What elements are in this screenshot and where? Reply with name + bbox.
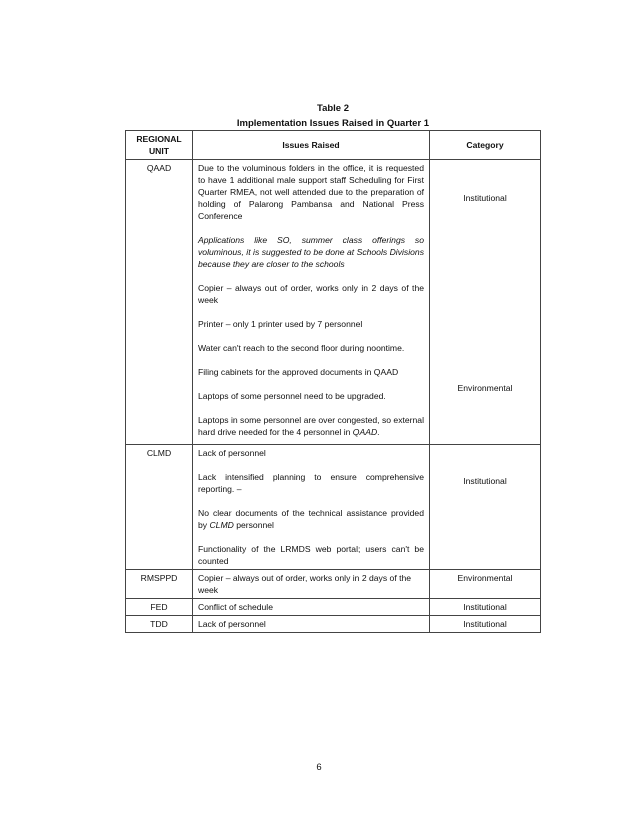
issue-item: Filing cabinets for the approved documents in QAAD: [198, 367, 399, 377]
issues-fed: Conflict of schedule: [193, 599, 430, 616]
unit-qaad: QAAD: [126, 160, 193, 445]
header-row: [126, 131, 541, 160]
table-row-fed: [126, 599, 541, 616]
category-qaad: [430, 160, 541, 445]
issue-text: Laptops in some personnel are over congested, so external hard drive needed for the 4 personnel in: [198, 415, 424, 437]
category-rmsppd: Environmental: [430, 570, 541, 599]
issue-text: No clear documents of the technical assistance provided by: [198, 508, 424, 530]
issue-item: Lack of personnel: [198, 448, 266, 458]
issues-rmsppd: Copier – always out of order, works only in 2 days of the week: [193, 570, 430, 599]
category-fed: Institutional: [430, 599, 541, 616]
category-label: Environmental: [457, 383, 513, 393]
issues-tdd: Lack of personnel: [193, 616, 430, 633]
table-row-qaad: [126, 160, 541, 445]
table-row-tdd: [126, 616, 541, 633]
issue-item: [198, 414, 424, 438]
issue-text-italic: CLMD: [209, 520, 234, 530]
table-title: Table 2: [316, 103, 350, 114]
issue-text: personnel: [236, 520, 274, 530]
category-label: Institutional: [463, 476, 507, 486]
unit-rmsppd: RMSPPD: [126, 570, 193, 599]
issue-item: Water can't reach to the second floor during noontime.: [198, 343, 405, 353]
issue-text-italic: QAAD: [352, 427, 378, 437]
issue-item: Laptops of some personnel need to be upgraded.: [198, 391, 386, 401]
header-issues: Issues Raised: [193, 131, 430, 160]
issues-table: [125, 130, 541, 633]
issue-item: Copier – always out of order, works only in 2 days of the week: [198, 283, 424, 305]
page-number: 6: [316, 762, 322, 773]
table-row-clmd: [126, 445, 541, 570]
issues-qaad: [193, 160, 430, 445]
header-unit: REGIONAL UNIT: [126, 131, 193, 160]
unit-fed: FED: [126, 599, 193, 616]
issue-item: Due to the voluminous folders in the office, it is requested to have 1 additional male support staff Scheduling for First Quarter RMEA, not well attended due to the preparation of holding of Palarong Pambansa and National Press Conference: [198, 163, 424, 221]
issues-clmd: [193, 445, 430, 570]
unit-clmd: CLMD: [126, 445, 193, 570]
header-category: Category: [430, 131, 541, 160]
issue-text-period: .: [377, 427, 380, 437]
table-subtitle: Implementation Issues Raised in Quarter 1: [236, 118, 430, 129]
category-label: Institutional: [463, 193, 507, 203]
issue-item: Applications like SO, summer class offerings so voluminous, it is suggested to be done at Schools Divisions because they are closer to the schools: [198, 235, 424, 269]
issue-item: [198, 507, 424, 531]
unit-tdd: TDD: [126, 616, 193, 633]
issue-item: Functionality of the LRMDS web portal; users can't be counted: [198, 544, 424, 566]
table-row-rmsppd: [126, 570, 541, 599]
category-clmd: [430, 445, 541, 570]
category-tdd: Institutional: [430, 616, 541, 633]
issue-item: Lack intensified planning to ensure comprehensive reporting. –: [198, 472, 424, 494]
issue-item: Printer – only 1 printer used by 7 personnel: [198, 319, 363, 329]
